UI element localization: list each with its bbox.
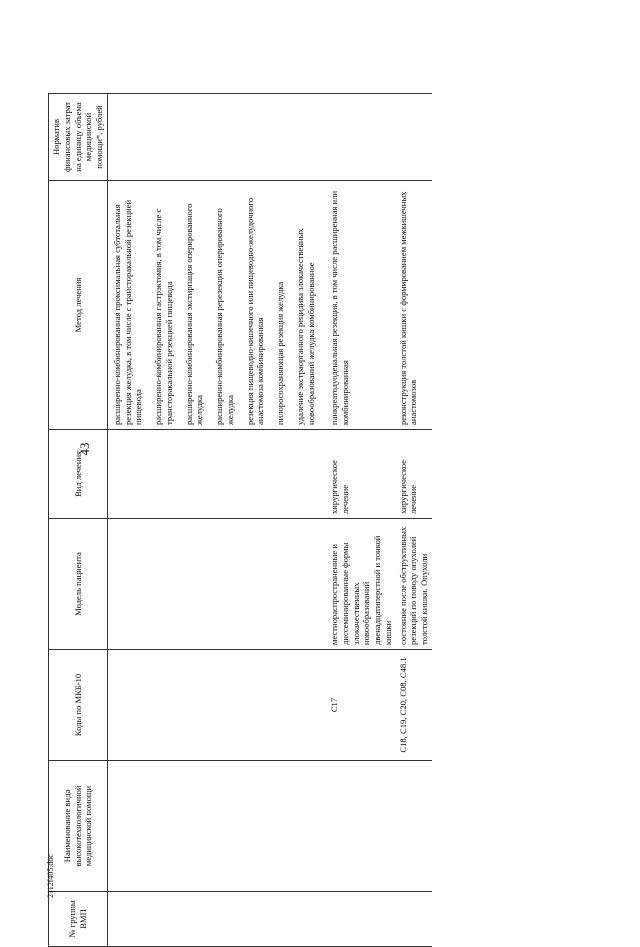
table-row — [108, 94, 328, 947]
method-item: расширенно-комбинированная ререзекция оперированного желудка — [214, 208, 235, 425]
cell-empty — [396, 94, 432, 181]
header-patient-model: Модель пациента — [49, 519, 108, 650]
cell-patient-model: состояние после обструктивных резекций по поводу опухолей толстой кишки. Опухоли — [396, 519, 432, 650]
cell-empty — [327, 94, 395, 181]
table-header-row — [49, 94, 108, 947]
cell-empty — [108, 519, 328, 650]
page-number: 43 — [77, 442, 92, 456]
cell-treatment-type: хирургическое лечение — [327, 430, 395, 519]
cell-icd-code: C17 — [327, 650, 395, 761]
cell-treatment-type: хирургическое лечение — [396, 430, 432, 519]
method-item: расширенно-комбинированная проксимальная субтотальная резекция желудка, в том числе с трансторакальной резекцией пищевода — [112, 199, 144, 425]
cell-empty — [108, 761, 328, 892]
table-row — [327, 94, 395, 947]
cell-empty — [327, 892, 395, 947]
cell-methods-continued — [108, 181, 328, 430]
method-item: расширенно-комбинированная гастрэктомия, в том числе с трансторакальной резекцией пищевода — [153, 208, 174, 425]
cell-empty — [396, 892, 432, 947]
cell-treatment-method: реконструкция толстой кишки с формированием межкишечных анастомозов — [396, 181, 432, 430]
vmp-table-rotated — [48, 101, 608, 947]
cell-treatment-method: панкреатодуоденальная резекция, в том числе расширенная или комбинированная — [327, 181, 395, 430]
cell-empty — [108, 94, 328, 181]
cell-patient-model: местнораспространенные и диссеминированные формы злокачественных новообразований двенадцатиперстной и тонкой кишки — [327, 519, 395, 650]
header-treatment-method: Метод лечения — [49, 181, 108, 430]
method-item: удаление экстраорганного рецидива злокачественных новообразований желудка комбинированное — [294, 228, 316, 425]
header-cost-norm: Норматив финансовых затрат на единицу объема медицинской помощи*, рублей — [49, 94, 108, 181]
vmp-table — [48, 93, 432, 947]
cell-icd-code: C18, C19, C20, C08, C48.1 — [396, 650, 432, 761]
header-vmp-name: Наименование вида высокотехнологичной медицинской помощи — [49, 761, 108, 892]
header-treatment-type: Вид лечения — [49, 430, 108, 519]
cell-empty — [108, 892, 328, 947]
table-row — [396, 94, 432, 947]
cell-empty — [108, 430, 328, 519]
method-item: резекция пищеводно-кишечного или пищеводно-желудочного анастомоза комбинированная — [244, 197, 266, 425]
header-icd-codes: Коды по МКБ-10 — [49, 650, 108, 761]
cell-empty — [396, 761, 432, 892]
header-group-no: № группы ВМП — [49, 892, 108, 947]
method-item: расширенно-комбинированная экстирпация оперированного желудка — [183, 203, 205, 425]
document-filename: 2112f405.doc — [46, 854, 55, 898]
cell-empty — [327, 761, 395, 892]
method-item: пилоросохраняющая резекция желудка — [275, 281, 286, 425]
cell-empty — [108, 650, 328, 761]
